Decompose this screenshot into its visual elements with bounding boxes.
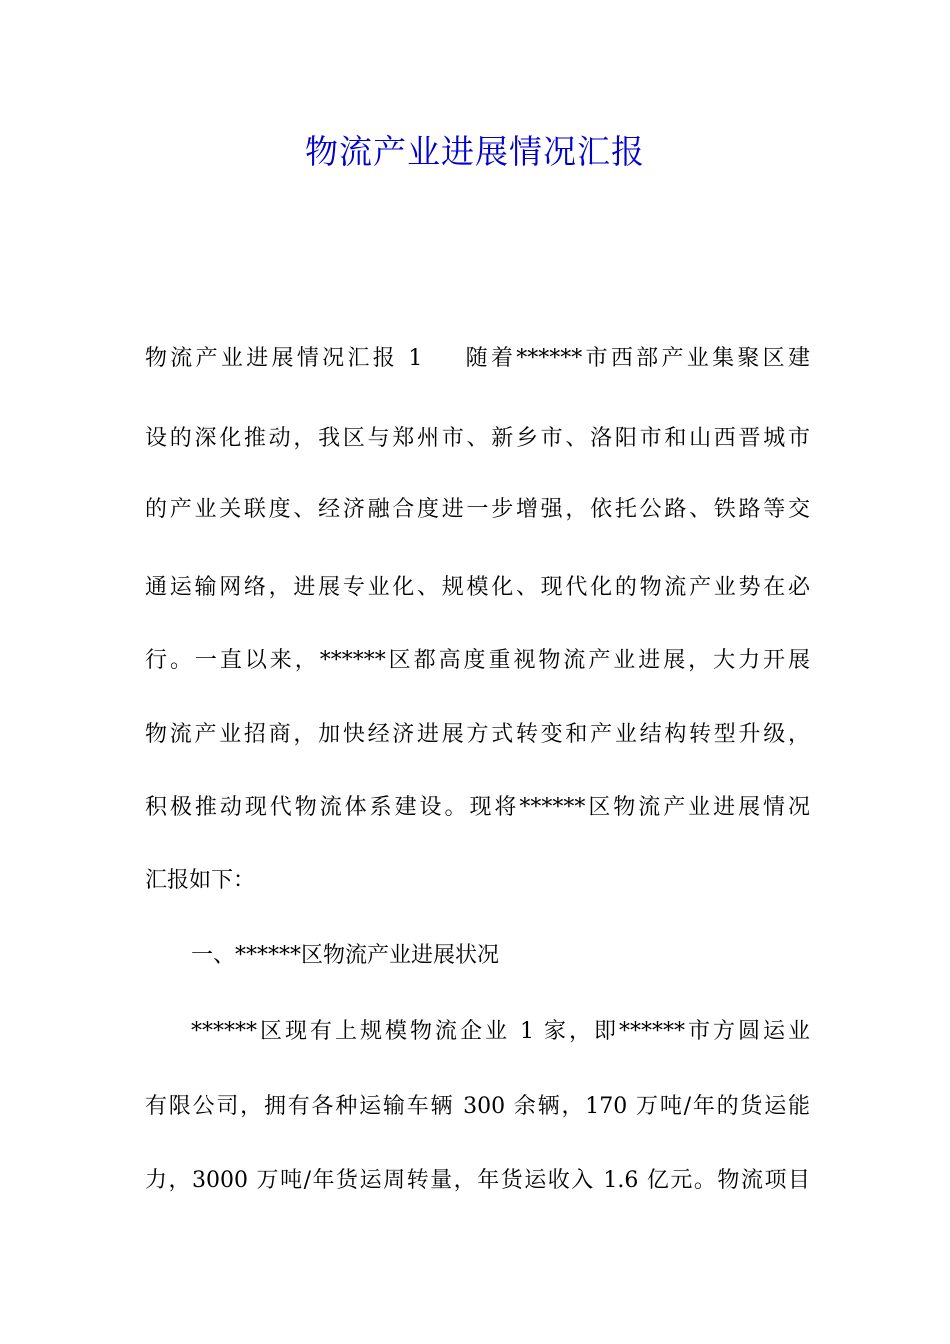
paragraph-line-4: 通运输网络，进展专业化、规模化、现代化的物流产业势在必 xyxy=(145,575,810,600)
paragraph-line-8: 汇报如下： xyxy=(145,868,256,893)
paragraph-line-7: 积极推动现代物流体系建设。现将******区物流产业进展情况 xyxy=(145,795,810,820)
paragraph-line-11: 有限公司，拥有各种运输车辆 300 余辆，170 万吨/年的货运能 xyxy=(145,1094,810,1119)
section-heading: 一、******区物流产业进展状况 xyxy=(191,943,500,968)
paragraph-line-1 xyxy=(145,339,810,379)
paragraph-line-3: 的产业关联度、经济融合度进一步增强，依托公路、铁路等交 xyxy=(145,497,810,522)
paragraph-line-6: 物流产业招商，加快经济进展方式转变和产业结构转型升级， xyxy=(145,722,810,747)
paragraph-line-5: 行。一直以来，******区都高度重视物流产业进展，大力开展 xyxy=(145,648,810,673)
paragraph-text: 随着******市西部产业集聚区建 xyxy=(462,346,810,371)
doc-heading-inline: 物流产业进展情况汇报 1 xyxy=(145,346,423,371)
paragraph-line-10: ******区现有上规模物流企业 1 家，即******市方圆运业 xyxy=(191,1019,810,1044)
paragraph-line-12: 力，3000 万吨/年货运周转量，年货运收入 1.6 亿元。物流项目 xyxy=(145,1168,810,1193)
document-title: 物流产业进展情况汇报 xyxy=(305,132,645,171)
paragraph-line-2: 设的深化推动，我区与郑州市、新乡市、洛阳市和山西晋城市 xyxy=(145,426,810,451)
